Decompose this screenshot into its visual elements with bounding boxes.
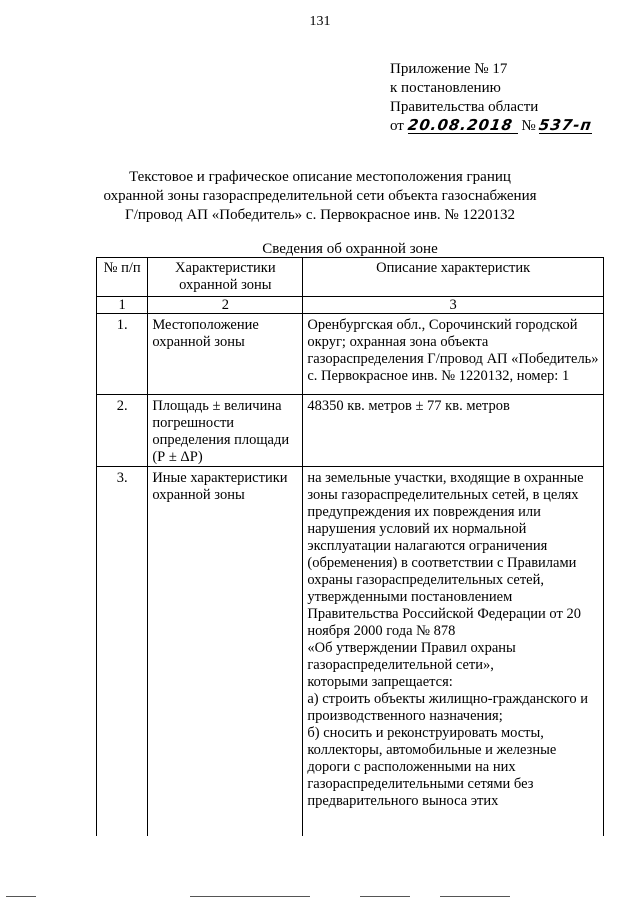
row-description: [303, 467, 604, 837]
column-number-3: 3: [303, 297, 604, 314]
row-number: 1.: [97, 314, 148, 395]
title-line-1: Текстовое и графическое описание местоположения границ: [129, 169, 511, 185]
row-description: 48350 кв. метров ± 77 кв. метров: [303, 395, 604, 467]
document-title: [60, 168, 580, 225]
title-line-3: Г/провод АП «Победитель» с. Первокрасное инв. № 1220132: [125, 207, 515, 223]
date-underline: [408, 118, 518, 134]
row-description: Оренбургская обл., Сорочинский городской округ; охранная зона объекта газораспределения Г/провод АП «Победитель» с. Первокрасное инв. № 1220132, номер: 1: [303, 314, 604, 395]
row-number: 3.: [97, 467, 148, 837]
table-row: [97, 314, 604, 395]
page-number: 131: [309, 14, 331, 29]
row-characteristic: Иные характеристики охранной зоны: [148, 467, 303, 837]
title-line-2: охранной зоны газораспределительной сети объекта газоснабжения: [103, 188, 537, 204]
description-paragraph: а) строить объекты жилищно-гражданского и производственного назначения;: [307, 691, 589, 724]
appendix-line-3: Правительства области: [390, 99, 539, 115]
header-description: Описание характеристик: [303, 258, 604, 297]
description-paragraph: которыми запрещается:: [307, 674, 453, 690]
header-characteristics: Характеристики охранной зоны: [148, 258, 303, 297]
column-number-1: 1: [97, 297, 148, 314]
column-number-row: [97, 297, 604, 314]
column-number-2: 2: [148, 297, 303, 314]
scan-edge-marks: [0, 896, 640, 900]
scan-mark: [360, 896, 410, 897]
description-paragraph: на земельные участки, входящие в охранные зоны газораспределительных сетей, в целях предупреждения их повреждения или нарушения условий их нормальной эксплуатации налагаются ограничения (обременения) в соответствии с Правилами охраны газораспределительных сетей, утвержденными постановлением Правительства Российской Федерации от 20 ноября 2000 года № 878: [307, 470, 584, 639]
number-underline: [539, 118, 592, 134]
table-caption: Сведения об охранной зоне: [262, 241, 438, 257]
row-characteristic: Площадь ± величина погрешности определения площади (Р ± ΔР): [148, 395, 303, 467]
appendix-line-1: Приложение № 17: [390, 61, 508, 77]
handwritten-number: 537-п: [538, 116, 594, 134]
header-number: № п/п: [97, 258, 148, 297]
number-prefix: №: [521, 118, 536, 134]
zone-info-table: [96, 257, 604, 836]
scan-mark: [440, 896, 510, 897]
row-number: 2.: [97, 395, 148, 467]
appendix-block: [390, 60, 592, 136]
table-row: [97, 395, 604, 467]
appendix-line-2: к постановлению: [390, 80, 501, 96]
table-row: [97, 467, 604, 837]
scan-mark: [6, 896, 36, 897]
date-prefix: от: [390, 118, 404, 134]
table-header-row: [97, 258, 604, 297]
appendix-date-line: [390, 117, 592, 136]
handwritten-date: 20.08.2018: [406, 116, 514, 134]
scan-mark: [190, 896, 310, 897]
description-paragraph: «Об утверждении Правил охраны газораспределительной сети»,: [307, 640, 516, 673]
description-paragraph: б) сносить и реконструировать мосты, коллекторы, автомобильные и железные дороги с расположенными на них газораспределительными сетями без предварительного выноса этих: [307, 725, 557, 809]
row-characteristic: Местоположение охранной зоны: [148, 314, 303, 395]
